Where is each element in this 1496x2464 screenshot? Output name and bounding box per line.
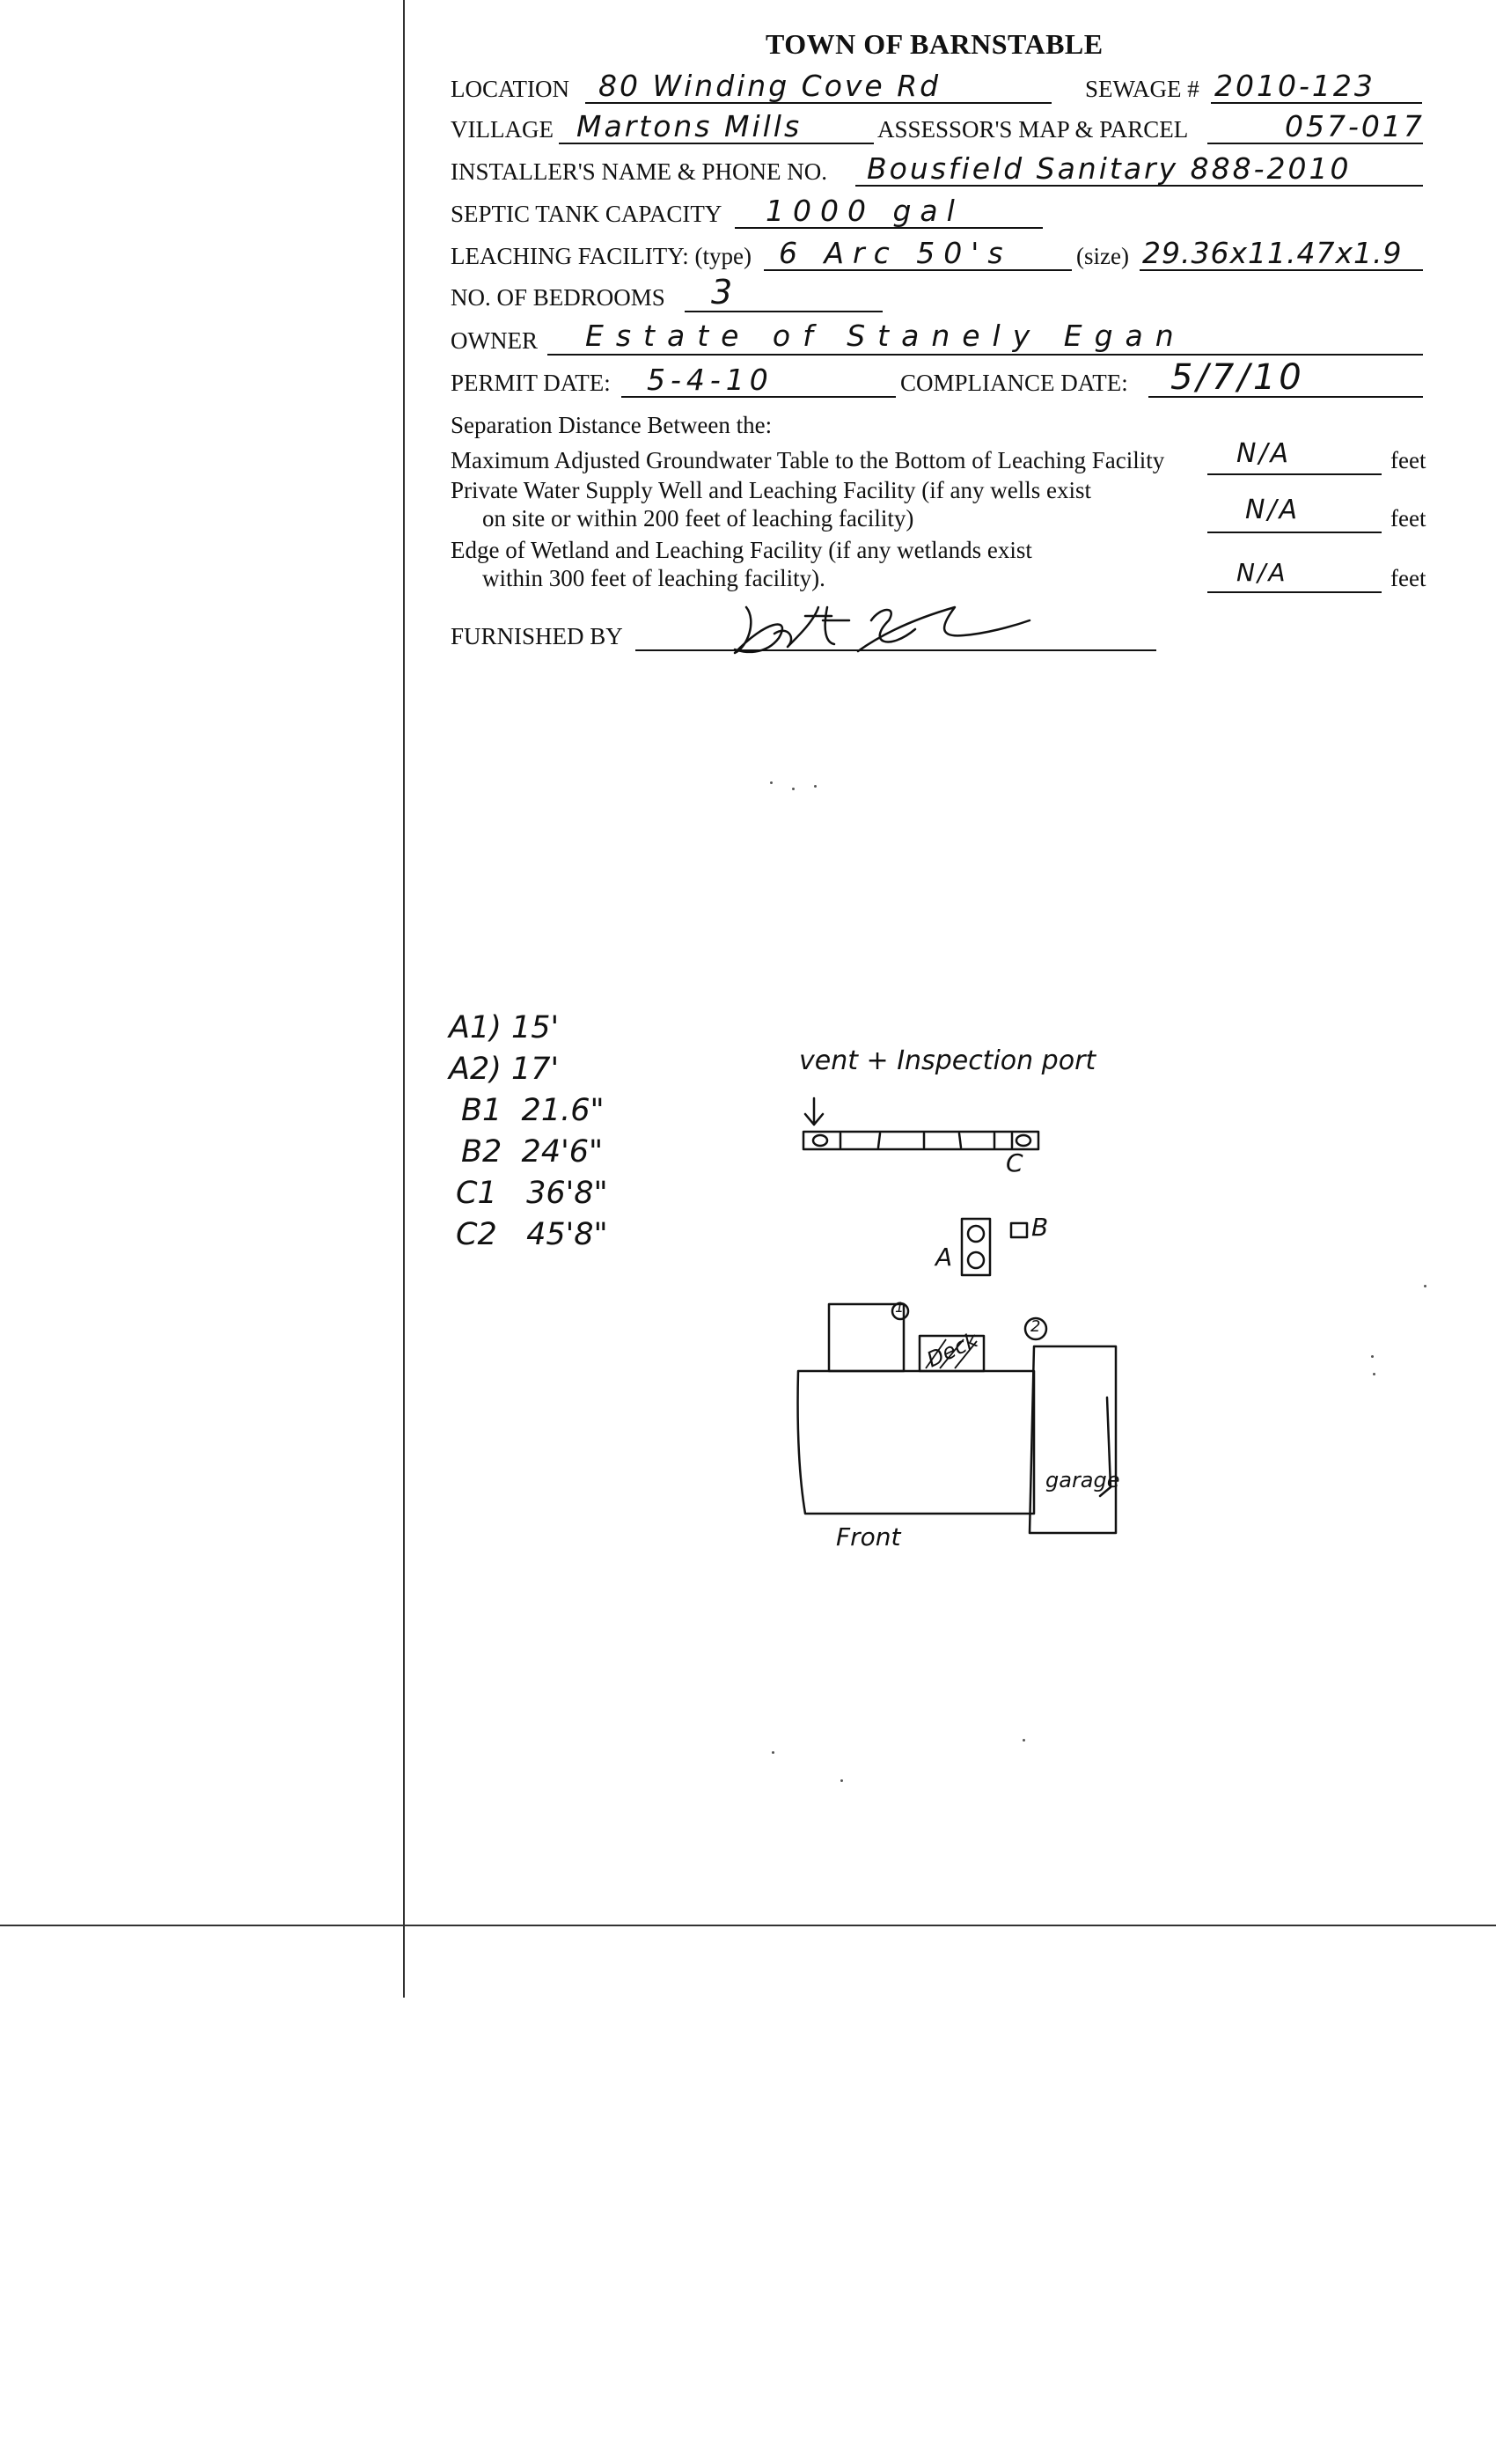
assessor-label: ASSESSOR'S MAP & PARCEL [877, 116, 1189, 143]
label-c: C [1006, 1148, 1023, 1177]
separation-row3-line2: within 300 feet of leaching facility). [482, 565, 825, 591]
bedrooms-label: NO. OF BEDROOMS [451, 284, 665, 311]
owner-label: OWNER [451, 327, 538, 354]
scan-speck [772, 1751, 774, 1754]
sewage-value: 2010-123 [1214, 69, 1375, 103]
label-b: B [1031, 1213, 1049, 1242]
compliance-value: 5/7/10 [1170, 357, 1305, 398]
measurement-b2: B2 24'6" [461, 1134, 604, 1170]
bedrooms-value: 3 [711, 273, 736, 312]
leaching-chambers-drawing [803, 1098, 1038, 1149]
measurement-c1: C1 36'8" [456, 1176, 608, 1211]
separation-row1-value: N/A [1236, 438, 1292, 469]
location-value: 80 Winding Cove Rd [598, 69, 942, 103]
separation-row2-unit: feet [1390, 505, 1426, 532]
separation-row1-unit: feet [1390, 447, 1426, 473]
separation-row1-text: Maximum Adjusted Groundwater Table to the Bottom of Leaching Facility [451, 447, 1165, 473]
signature [735, 607, 1030, 653]
label-garage: garage [1045, 1468, 1120, 1492]
sewage-label: SEWAGE # [1085, 76, 1199, 102]
label-1: 1 [895, 1299, 905, 1316]
measurement-a2: A2) 17' [449, 1052, 560, 1087]
leach-size-label: (size) [1076, 243, 1129, 269]
separation-row3-line1: Edge of Wetland and Leaching Facility (if any wetlands exist [451, 537, 1032, 563]
measurement-b1: B1 21.6" [461, 1093, 605, 1128]
label-front: Front [836, 1522, 901, 1551]
compliance-label: COMPLIANCE DATE: [900, 370, 1128, 396]
scan-speck [1371, 1355, 1374, 1358]
scan-speck [814, 785, 817, 788]
separation-row2-value: N/A [1245, 495, 1301, 525]
installer-value: Bousfield Sanitary 888-2010 [867, 151, 1352, 186]
scan-speck [792, 788, 795, 790]
scan-speck [1424, 1285, 1426, 1287]
measurement-a1: A1) 15' [449, 1010, 560, 1045]
separation-row3-unit: feet [1390, 565, 1426, 591]
separation-row3-value: N/A [1236, 558, 1288, 587]
septic-tank-drawing [962, 1219, 990, 1275]
leach-size-value: 29.36x11.47x1.9 [1142, 236, 1403, 270]
separation-row2-line1: Private Water Supply Well and Leaching Facility (if any wells exist [451, 477, 1091, 503]
label-2: 2 [1030, 1317, 1041, 1336]
furnished-label: FURNISHED BY [451, 623, 623, 649]
location-label: LOCATION [451, 76, 569, 102]
installer-label: INSTALLER'S NAME & PHONE NO. [451, 158, 827, 185]
owner-value: Estate of Stanely Egan [585, 319, 1186, 353]
permit-value: 5-4-10 [647, 363, 774, 397]
measurement-c2: C2 45'8" [456, 1217, 608, 1252]
scan-speck [1023, 1739, 1025, 1742]
separation-row2-line2: on site or within 200 feet of leaching facility) [482, 505, 914, 532]
vent-note: vent + Inspection port [799, 1045, 1096, 1076]
scan-speck [840, 1779, 843, 1782]
village-label: VILLAGE [451, 116, 554, 143]
leach-type-value: 6 Arc 50's [779, 236, 1012, 270]
septic-value: 1000 gal [766, 194, 964, 228]
assessor-value: 057-017 [1285, 109, 1425, 143]
label-deck: Deck [922, 1327, 982, 1373]
septic-label: SEPTIC TANK CAPACITY [451, 201, 722, 227]
leach-type-label: LEACHING FACILITY: (type) [451, 243, 752, 269]
form-title: TOWN OF BARNSTABLE [766, 28, 1104, 60]
separation-heading: Separation Distance Between the: [451, 412, 773, 438]
permit-label: PERMIT DATE: [451, 370, 611, 396]
measurements-list [449, 1008, 608, 1256]
distribution-box-drawing [1011, 1223, 1027, 1237]
village-value: Martons Mills [576, 109, 803, 143]
label-a: A [935, 1243, 953, 1272]
scan-speck [1373, 1373, 1375, 1375]
scan-speck [770, 781, 773, 784]
